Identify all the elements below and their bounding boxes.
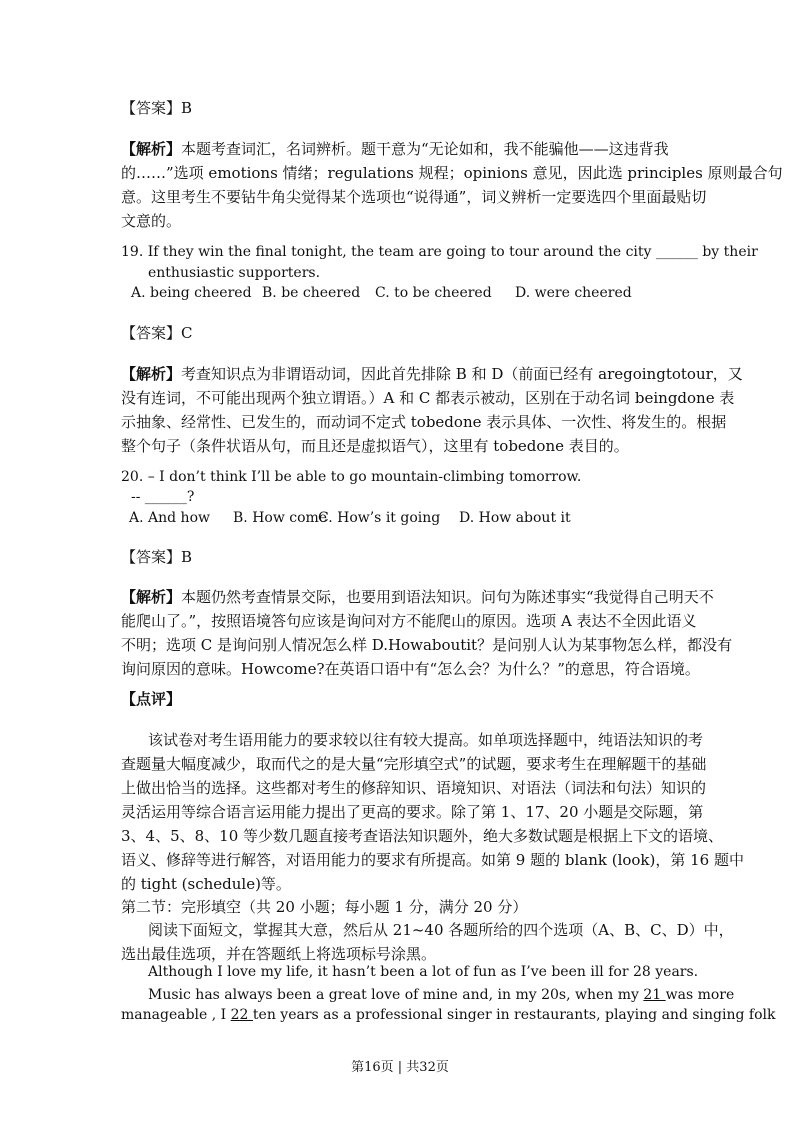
q19-answer: 【答案】C bbox=[121, 324, 193, 342]
q20-analysis-line-4: 询问原因的意味。Howcome?在英语口语中有“怎么会？为什么？”的意思，符合语境。 bbox=[121, 660, 700, 678]
q20-stem-line-1: 20. – I don’t think I’ll be able to go mountain-climbing tomorrow. bbox=[121, 469, 582, 485]
q19-analysis-line-4: 整个句子（条件状语从句，而且还是虚拟语气），这里有 tobedone 表目的。 bbox=[121, 437, 629, 455]
passage-para-3: manageable , I 22 ten years as a professional singer in restaurants, playing and singing folk bbox=[121, 1007, 776, 1023]
q18-answer: 【答案】B bbox=[121, 99, 193, 117]
analysis-label: 【解析】 bbox=[121, 588, 182, 606]
comment-line-7: 的 tight (schedule)等。 bbox=[121, 875, 291, 893]
q19-analysis-line-2: 没有连词，不可能出现两个独立谓语。）A 和 C 都表示被动，区别在于动名词 beingdone 表 bbox=[121, 389, 735, 407]
q19-option-a: A. being cheered bbox=[131, 285, 252, 301]
q20-option-b: B. How come bbox=[233, 510, 328, 526]
comment-heading: 【点评】 bbox=[121, 690, 182, 708]
q20-analysis-line-1: 【解析】本题仍然考查情景交际，也要用到语法知识。问句为陈述事实“我觉得自己明天不 bbox=[121, 588, 714, 606]
blank-21: 21 bbox=[643, 987, 666, 1003]
q19-analysis-line-1: 【解析】考查知识点为非谓语动词，因此首先排除 B 和 D（前面已经有 aregoingtotour，又 bbox=[121, 365, 743, 383]
q19-option-c: C. to be cheered bbox=[375, 285, 492, 301]
q20-option-d: D. How about it bbox=[459, 510, 571, 526]
blank-22: 22 bbox=[230, 1007, 253, 1023]
q19-option-b: B. be cheered bbox=[262, 285, 361, 301]
analysis-label: 【解析】 bbox=[121, 365, 182, 383]
q20-option-a: A. And how bbox=[129, 510, 210, 526]
comment-line-5: 3、4、5、8、10 等少数几题直接考查语法知识题外，绝大多数试题是根据上下文的语境、 bbox=[121, 827, 724, 845]
q20-analysis-line-2: 能爬山了。”，按照语境答句应该是询问对方不能爬山的原因。选项 A 表达不全因此语义 bbox=[121, 612, 697, 630]
q18-analysis-line-2: 的……”选项 emotions 情绪；regulations 规程；opinions 意见，因此选 principles 原则最合句 bbox=[121, 164, 783, 182]
comment-line-4: 灵活运用等综合语言运用能力提出了更高的要求。除了第 1、17、20 小题是交际题，第 bbox=[121, 803, 704, 821]
q18-analysis-line-4: 文意的。 bbox=[121, 212, 182, 230]
page-footer: 第16页 | 共32页 bbox=[351, 1060, 449, 1075]
comment-line-3: 上做出恰当的选择。这些都对考生的修辞知识、语境知识、对语法（词法和句法）知识的 bbox=[121, 779, 707, 797]
q19-option-d: D. were cheered bbox=[515, 285, 632, 301]
section2-title: 第二节：完形填空（共 20 小题；每小题 1 分，满分 20 分） bbox=[121, 898, 528, 916]
section2-instruction-line-2: 选出最佳选项，并在答题纸上将选项标号涂黑。 bbox=[121, 945, 437, 963]
q18-analysis-line-3: 意。这里考生不要钻牛角尖觉得某个选项也“说得通”，词义辨析一定要选四个里面最贴切 bbox=[121, 188, 707, 206]
comment-line-6: 语义、修辞等进行解答，对语用能力的要求有所提高。如第 9 题的 blank (look)，第 16 题中 bbox=[121, 851, 744, 869]
passage-para-1: Although I love my life, it hasn’t been a lot of fun as I’ve been ill for 28 years. bbox=[148, 964, 699, 980]
q20-answer: 【答案】B bbox=[121, 548, 193, 566]
q19-stem-line-1: 19. If they win the final tonight, the team are going to tour around the city ______ by their bbox=[121, 244, 758, 260]
q19-analysis-line-3: 示抽象、经常性、已发生的，而动词不定式 tobedone 表示具体、一次性、将发生的。根据 bbox=[121, 413, 727, 431]
q20-option-c: C. How’s it going bbox=[318, 510, 441, 526]
comment-line-1: 该试卷对考生语用能力的要求较以往有较大提高。如单项选择题中，纯语法知识的考 bbox=[148, 731, 704, 749]
comment-line-2: 查题量大幅度减少，取而代之的是大量“完形填空式”的试题，要求考生在理解题干的基础 bbox=[121, 755, 707, 773]
q20-stem-line-2: -- ______? bbox=[131, 489, 195, 505]
section2-instruction-line-1: 阅读下面短文，掌握其大意，然后从 21~40 各题所给的四个选项（A、B、C、D）中， bbox=[148, 921, 734, 939]
passage-para-2: Music has always been a great love of mine and, in my 20s, when my 21 was more bbox=[148, 987, 735, 1003]
q20-analysis-line-3: 不明；选项 C 是询问别人情况怎么样 D.Howaboutit？是问别人认为某事物怎么样，都没有 bbox=[121, 636, 733, 654]
analysis-label: 【解析】 bbox=[121, 140, 182, 158]
q18-analysis-line-1: 【解析】本题考查词汇，名词辨析。题干意为“无论如和，我不能骗他——这违背我 bbox=[121, 140, 669, 158]
q19-stem-line-2: enthusiastic supporters. bbox=[148, 265, 321, 281]
